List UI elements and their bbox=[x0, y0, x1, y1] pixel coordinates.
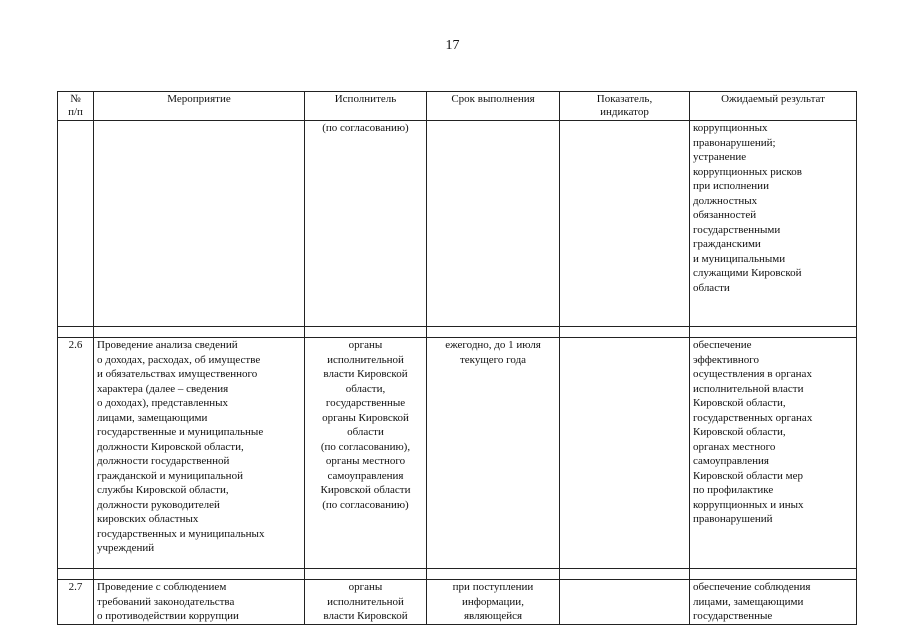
cell-result: коррупционных правонарушений; устранение коррупционных рисков при исполнении должностных обязанностей государственными гражданскими и муниципальными служащими Кировской области bbox=[690, 121, 857, 327]
cell-num: 2.7 bbox=[58, 580, 94, 625]
cell-activity: Проведение с соблюдением требований законодательства о противодействии коррупции bbox=[94, 580, 305, 625]
cell-indicator bbox=[560, 580, 690, 625]
table-row bbox=[58, 580, 857, 625]
header-executor: Исполнитель bbox=[305, 92, 427, 121]
cell-term: ежегодно, до 1 июля текущего года bbox=[427, 338, 560, 569]
cell-indicator bbox=[560, 338, 690, 569]
table-row bbox=[58, 338, 857, 569]
cell-executor: органы исполнительной власти Кировской области, государственные органы Кировской области (по согласованию), органы местного самоуправления Кировской области (по согласованию) bbox=[305, 338, 427, 569]
header-term: Срок выполнения bbox=[427, 92, 560, 121]
cell-num: 2.6 bbox=[58, 338, 94, 569]
header-activity: Мероприятие bbox=[94, 92, 305, 121]
table-row-spacer bbox=[58, 327, 857, 338]
cell-term: при поступлении информации, являющейся bbox=[427, 580, 560, 625]
table-row bbox=[58, 121, 857, 327]
header-indicator: Показатель, индикатор bbox=[560, 92, 690, 121]
cell-indicator bbox=[560, 121, 690, 327]
page-number: 17 bbox=[445, 38, 460, 53]
cell-result: обеспечение соблюдения лицами, замещающими государственные bbox=[690, 580, 857, 625]
cell-result: обеспечение эффективного осуществления в органах исполнительной власти Кировской области, государственных органах Кировской области, органах местного самоуправления Кировской области мер по профилактике коррупционных и иных правонарушений bbox=[690, 338, 857, 569]
cell-executor: (по согласованию) bbox=[305, 121, 427, 327]
cell-num bbox=[58, 121, 94, 327]
table-row-spacer bbox=[58, 569, 857, 580]
cell-term bbox=[427, 121, 560, 327]
header-result: Ожидаемый результат bbox=[690, 92, 857, 121]
cell-activity: Проведение анализа сведений о доходах, расходах, об имуществе и обязательствах имущественного характера (далее – сведения о доходах), представленных лицами, замещающими государственные и муниципальные должности Кировской области, должности государственной гражданской и муниципальной службы Кировской области, должности руководителей кировских областных государственных и муниципальных учреждений bbox=[94, 338, 305, 569]
cell-executor: органы исполнительной власти Кировской bbox=[305, 580, 427, 625]
plan-table bbox=[57, 91, 857, 625]
header-num: № п/п bbox=[58, 92, 94, 121]
cell-activity bbox=[94, 121, 305, 327]
table-header-row bbox=[58, 92, 857, 121]
